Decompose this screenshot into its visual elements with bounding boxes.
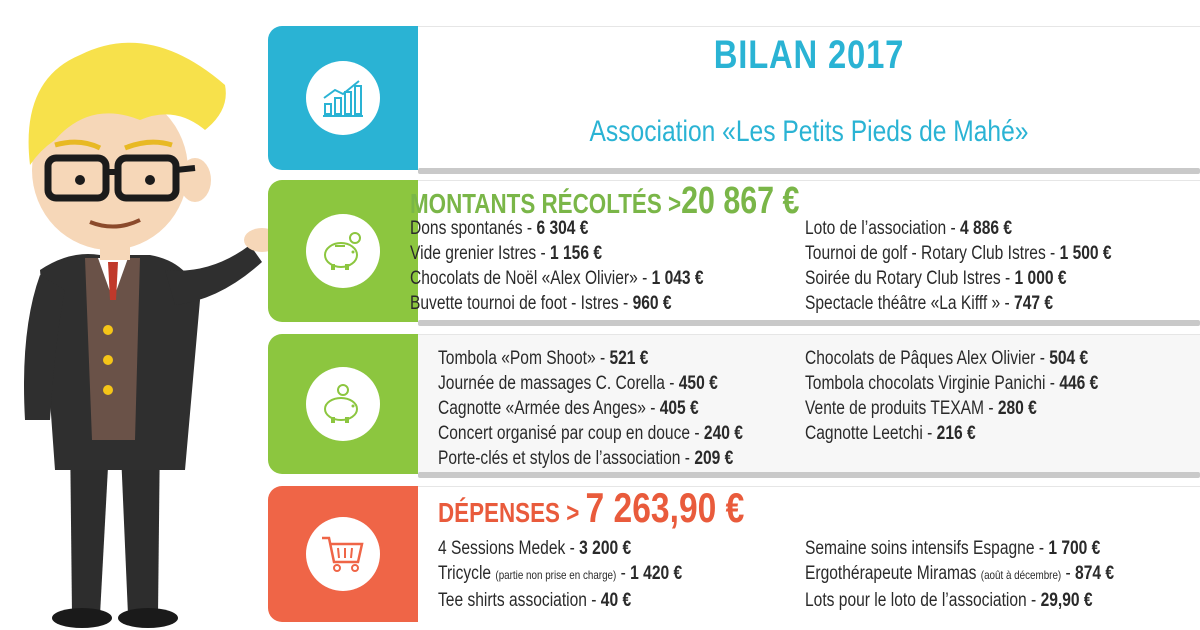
expenses-left-list <box>438 536 682 613</box>
title-panel <box>418 26 1200 170</box>
list-item: Soirée du Rotary Club Istres - 1 000 € <box>805 268 1067 289</box>
bar-chart-growth-icon <box>306 61 380 135</box>
list-item: Vide grenier Istres - 1 156 € <box>410 243 602 264</box>
expenses-right-list <box>805 536 1114 613</box>
collected2-left-list <box>438 346 743 471</box>
collected-total: 20 867 € <box>681 180 800 222</box>
list-item: Spectacle théâtre «La Kifff » - 747 € <box>805 293 1054 314</box>
expenses-heading <box>438 484 744 532</box>
list-item: Lots pour le loto de l’association - 29,90 € <box>805 590 1093 611</box>
list-item: Ergothérapeute Miramas (août à décembre) - 874 € <box>805 563 1115 584</box>
expenses-tab <box>268 486 418 622</box>
shopping-cart-icon <box>306 517 380 591</box>
piggy-bank-coin-icon <box>306 214 380 288</box>
list-item: Chocolats de Noël «Alex Olivier» - 1 043 € <box>410 268 704 289</box>
cartoon-businessman-illustration <box>0 0 300 630</box>
list-item: Chocolats de Pâques Alex Olivier - 504 € <box>805 348 1089 369</box>
row-shadow <box>418 320 1200 326</box>
list-item: Tee shirts association - 40 € <box>438 590 632 611</box>
collected-left-list <box>410 216 704 316</box>
list-item: Dons spontanés - 6 304 € <box>410 218 589 239</box>
list-item: Cagnotte «Armée des Anges» - 405 € <box>438 398 699 419</box>
page-subtitle: Association «Les Petits Pieds de Mahé» <box>589 115 1029 148</box>
expenses-label: DÉPENSES > <box>438 497 586 528</box>
collected2-right-list <box>805 346 1098 446</box>
page-title: BILAN 2017 <box>713 33 905 77</box>
list-item: Semaine soins intensifs Espagne - 1 700 € <box>805 538 1101 559</box>
list-item: Cagnotte Leetchi - 216 € <box>805 423 976 444</box>
list-item: Concert organisé par coup en douce - 240 € <box>438 423 743 444</box>
row-shadow <box>418 472 1200 478</box>
list-item: Tournoi de golf - Rotary Club Istres - 1 500 € <box>805 243 1112 264</box>
collected2-tab <box>268 334 418 474</box>
list-item: Loto de l’association - 4 886 € <box>805 218 1013 239</box>
collected-tab <box>268 180 418 322</box>
list-item: Vente de produits TEXAM - 280 € <box>805 398 1037 419</box>
expenses-total: 7 263,90 € <box>585 484 745 531</box>
list-item: Tricycle (partie non prise en charge) - 1 420 € <box>438 563 683 584</box>
collected-label: MONTANTS RÉCOLTÉS > <box>410 188 682 219</box>
list-item: Buvette tournoi de foot - Istres - 960 € <box>410 293 672 314</box>
list-item: Porte-clés et stylos de l’association - 209 € <box>438 448 734 469</box>
row-shadow <box>418 168 1200 174</box>
list-item: 4 Sessions Medek - 3 200 € <box>438 538 632 559</box>
list-item: Journée de massages C. Corella - 450 € <box>438 373 718 394</box>
list-item: Tombola «Pom Shoot» - 521 € <box>438 348 649 369</box>
collected-right-list <box>805 216 1112 316</box>
title-row <box>268 26 1200 170</box>
piggy-bank-coin-icon <box>306 367 380 441</box>
list-item: Tombola chocolats Virginie Panichi - 446 € <box>805 373 1099 394</box>
title-tab <box>268 26 418 170</box>
